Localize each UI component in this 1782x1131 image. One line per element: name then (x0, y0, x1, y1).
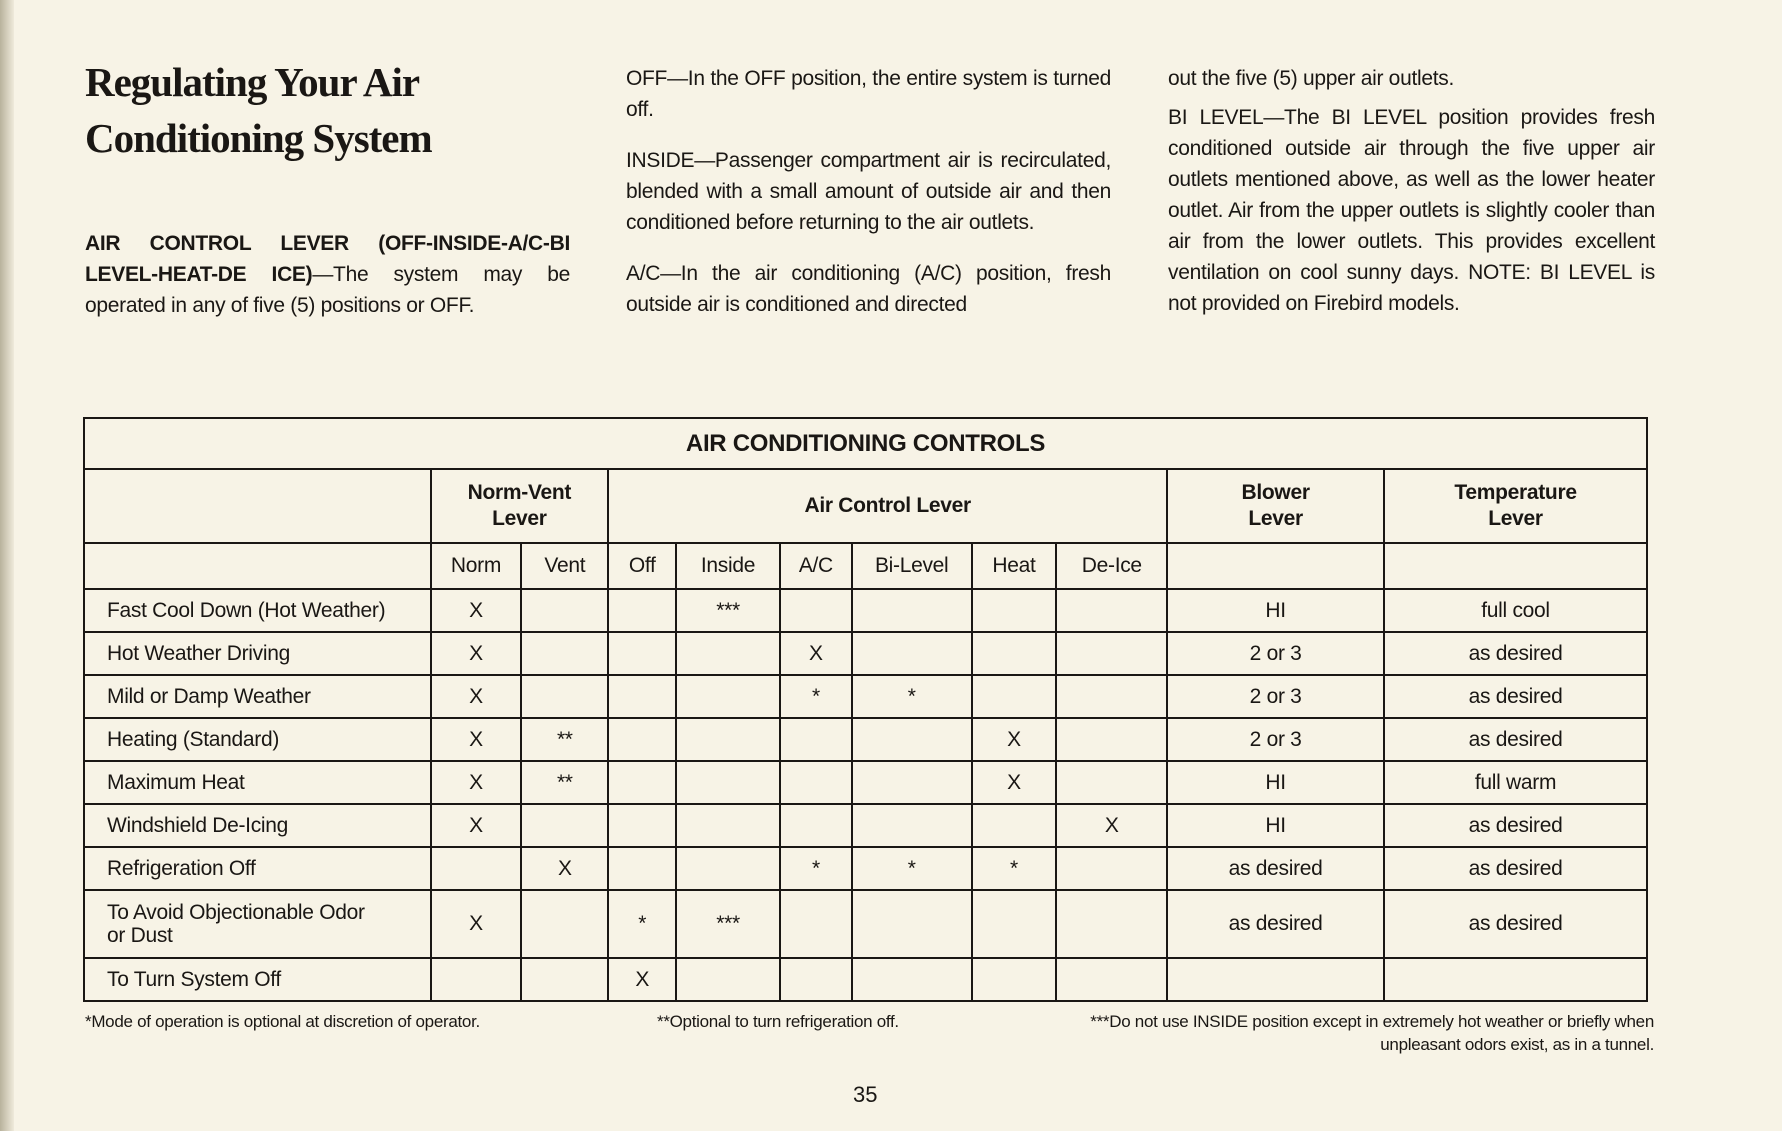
table-cell (676, 804, 780, 847)
table-cell: X (608, 958, 676, 1001)
table-cell (1384, 958, 1647, 1001)
table-cell: HI (1167, 761, 1384, 804)
table-cell (521, 675, 608, 718)
table-cell (852, 761, 972, 804)
table-cell (676, 847, 780, 890)
table-cell: X (431, 718, 522, 761)
table-cell (608, 718, 676, 761)
table-row (84, 718, 1647, 761)
table-cell (852, 632, 972, 675)
row-label: Windshield De-Icing (84, 804, 431, 847)
table-cell: X (431, 632, 522, 675)
page-title: Regulating Your Air Conditioning System (85, 59, 432, 161)
table-cell (780, 761, 852, 804)
table-row (84, 632, 1647, 675)
page-number: 35 (853, 1082, 878, 1107)
table-row (84, 675, 1647, 718)
table-cell (676, 718, 780, 761)
row-label: To Turn System Off (84, 958, 431, 1001)
table-cell: X (972, 718, 1057, 761)
table-cell (521, 958, 608, 1001)
table-cell (608, 847, 676, 890)
table-cell: as desired (1384, 890, 1647, 958)
table-cell (608, 804, 676, 847)
table-row (84, 890, 1647, 958)
table-cell: 2 or 3 (1167, 632, 1384, 675)
table-cell (1056, 890, 1167, 958)
row-label: Mild or Damp Weather (84, 675, 431, 718)
table-cell: * (852, 847, 972, 890)
table-cell (780, 958, 852, 1001)
table-row (84, 804, 1647, 847)
subheader-off: Off (608, 543, 676, 589)
table-cell: X (431, 761, 522, 804)
table-cell (972, 675, 1057, 718)
table-cell (780, 589, 852, 632)
subheader-bilevel: Bi-Level (852, 543, 972, 589)
table-cell: as desired (1384, 718, 1647, 761)
table-cell: ** (521, 718, 608, 761)
table-cell (521, 632, 608, 675)
table-cell: as desired (1384, 804, 1647, 847)
table-cell (852, 958, 972, 1001)
table-cell: 2 or 3 (1167, 718, 1384, 761)
table-cell (972, 632, 1057, 675)
row-label: Hot Weather Driving (84, 632, 431, 675)
table-row (84, 761, 1647, 804)
table-cell (852, 804, 972, 847)
table-cell (972, 804, 1057, 847)
table-cell: * (780, 847, 852, 890)
section-heading: AIR CONTROL LEVER (OFF-INSIDE-A/C-BI LEVEL-HEAT-DE ICE) (85, 232, 570, 286)
table-cell: *** (676, 589, 780, 632)
table-cell (972, 890, 1057, 958)
table-cell (972, 589, 1057, 632)
table-cell: full cool (1384, 589, 1647, 632)
table-cell: X (521, 847, 608, 890)
table-row (84, 589, 1647, 632)
table-cell (1056, 958, 1167, 1001)
table-cell: *** (676, 890, 780, 958)
table-cell: as desired (1384, 675, 1647, 718)
table-cell (676, 632, 780, 675)
table-cell (852, 589, 972, 632)
table-cell: X (972, 761, 1057, 804)
table-cell: as desired (1384, 847, 1647, 890)
table-cell (852, 890, 972, 958)
table-cell (1056, 632, 1167, 675)
table-cell (780, 804, 852, 847)
subheader-deice: De-Ice (1056, 543, 1167, 589)
table-cell (676, 675, 780, 718)
table-cell: X (1056, 804, 1167, 847)
table-cell (1056, 589, 1167, 632)
subheader-inside: Inside (676, 543, 780, 589)
table-cell: HI (1167, 589, 1384, 632)
page-binding-edge (0, 0, 14, 1131)
paragraph-ac: A/C—In the air conditioning (A/C) position, fresh outside air is conditioned and directed (626, 262, 1111, 316)
table-cell (852, 718, 972, 761)
table-cell (1056, 675, 1167, 718)
table-cell (1056, 718, 1167, 761)
row-label: Heating (Standard) (84, 718, 431, 761)
table-cell (1167, 958, 1384, 1001)
table-cell (676, 761, 780, 804)
subheader-norm: Norm (431, 543, 522, 589)
paragraph-ac-cont: out the five (5) upper air outlets. (1168, 67, 1454, 90)
paragraph-bi-level: BI LEVEL—The BI LEVEL position provides fresh conditioned outside air through the five upper air outlets mentioned above, as well as the lower heater outlet. Air from the upper outlets is slightly cooler than air from the lower outlets. This provides excellent ventilation on cool sunny days. NOTE: BI LEVEL is not provided on Firebird models. (1168, 106, 1655, 315)
table-row (84, 958, 1647, 1001)
subheader-ac: A/C (780, 543, 852, 589)
table-cell: * (852, 675, 972, 718)
row-label: Fast Cool Down (Hot Weather) (84, 589, 431, 632)
table-cell: X (431, 804, 522, 847)
footnote-2: **Optional to turn refrigeration off. (657, 1012, 899, 1031)
column-2 (626, 63, 1111, 340)
table-cell: as desired (1167, 847, 1384, 890)
table-cell (780, 890, 852, 958)
table-cell (431, 958, 522, 1001)
table-cell (608, 632, 676, 675)
table-cell (1056, 847, 1167, 890)
table-cell (1056, 761, 1167, 804)
table-cell: as desired (1167, 890, 1384, 958)
table-cell: X (780, 632, 852, 675)
table-cell: ** (521, 761, 608, 804)
footnote-3: ***Do not use INSIDE position except in extremely hot weather or briefly when unpleasant odors exist, as in a tunnel. (1090, 1012, 1654, 1054)
group-blower: Blower Lever (1167, 469, 1384, 543)
table-cell (676, 958, 780, 1001)
subheader-vent: Vent (521, 543, 608, 589)
table-cell (780, 718, 852, 761)
table-cell: X (431, 890, 522, 958)
table-cell: as desired (1384, 632, 1647, 675)
subheader-heat: Heat (972, 543, 1057, 589)
table-cell: X (431, 589, 522, 632)
column-3 (1168, 63, 1655, 339)
table-cell (521, 804, 608, 847)
table-cell: full warm (1384, 761, 1647, 804)
section-text: —The system may be operated in any of five (5) positions or OFF. (85, 263, 571, 317)
table-cell (972, 958, 1057, 1001)
paragraph-inside: INSIDE—Passenger compartment air is recirculated, blended with a small amount of outside air and then conditioned before returning to the air outlets. (626, 149, 1111, 234)
table-cell (608, 589, 676, 632)
air-control-lever-section (85, 228, 570, 321)
footnote-1: *Mode of operation is optional at discretion of operator. (85, 1012, 480, 1031)
table-cell: * (608, 890, 676, 958)
table-cell: HI (1167, 804, 1384, 847)
table-cell: * (780, 675, 852, 718)
empty-cell (1167, 543, 1384, 589)
table-title: AIR CONDITIONING CONTROLS (84, 418, 1647, 469)
table-cell: 2 or 3 (1167, 675, 1384, 718)
group-air-control: Air Control Lever (608, 469, 1167, 543)
table-cell (608, 675, 676, 718)
table-cell: X (431, 675, 522, 718)
paragraph-off: OFF—In the OFF position, the entire system is turned off. (626, 67, 1111, 121)
group-temperature: Temperature Lever (1384, 469, 1647, 543)
table-cell: * (972, 847, 1057, 890)
row-label: Refrigeration Off (84, 847, 431, 890)
table-cell (521, 589, 608, 632)
row-label: To Avoid Objectionable Odor or Dust (84, 890, 431, 958)
table-cell (431, 847, 522, 890)
air-conditioning-controls-table (83, 417, 1648, 1002)
table-cell (608, 761, 676, 804)
row-label: Maximum Heat (84, 761, 431, 804)
table-cell (521, 890, 608, 958)
table-row (84, 847, 1647, 890)
group-norm-vent: Norm-Vent Lever (431, 469, 609, 543)
empty-cell (1384, 543, 1647, 589)
